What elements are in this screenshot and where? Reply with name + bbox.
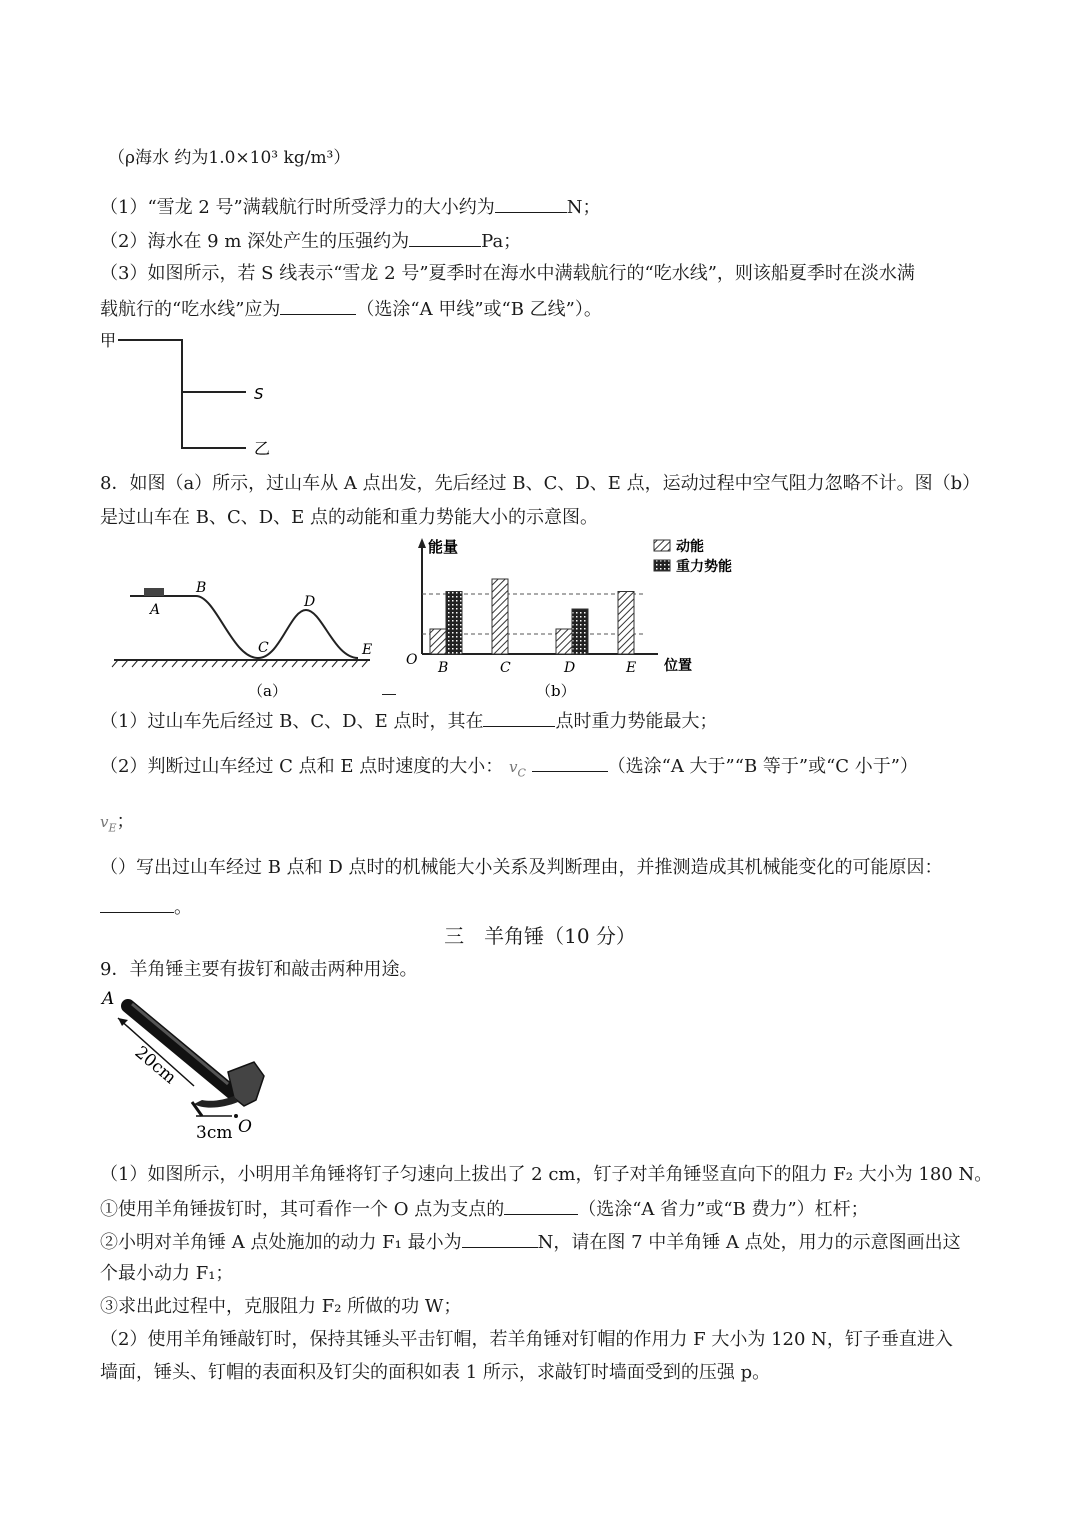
q7-part3-blank[interactable] bbox=[280, 296, 356, 315]
q9-part1-i-blank[interactable] bbox=[504, 1196, 578, 1215]
q9-part1-i-options: （选涂“A 省力”或“B 费力”）杠杆； bbox=[578, 1199, 869, 1220]
point-d: D bbox=[304, 594, 316, 610]
q7-part1 bbox=[100, 194, 601, 220]
legend-swatch-potential bbox=[654, 560, 670, 571]
q8-part1-text: （1）过山车先后经过 B、C、D、E 点时，其在 bbox=[100, 711, 484, 732]
density-note: （ρ海水 约为1.0×10³ kg/m³） bbox=[108, 148, 351, 168]
label-point-a: A bbox=[102, 990, 115, 1009]
bar-potential-B bbox=[446, 592, 462, 655]
q8-part2-options: （选涂“A 大于”“B 等于”或“C 小于”） bbox=[607, 756, 919, 777]
q9-part2-line1: （2）使用羊角锤敲钉时，保持其锤头平击钉帽，若羊角锤对钉帽的作用力 F 大小为 120 N，钉子垂直进入 bbox=[100, 1329, 953, 1350]
vc-symbol: v bbox=[508, 758, 518, 776]
ve-symbol: v bbox=[100, 813, 109, 831]
q7-part2-unit: Pa； bbox=[481, 231, 522, 252]
ve-tail: ； bbox=[116, 811, 135, 832]
q9-part2-line2: 墙面，锤头、钉帽的表面积及钉尖的面积如表 1 所示，求敲钉时墙面受到的压强 p。 bbox=[100, 1362, 771, 1383]
q8-part2 bbox=[100, 753, 918, 786]
q9-part1-ii-text: ②小明对羊角锤 A 点处施加的动力 F₁ 最小为 bbox=[100, 1232, 462, 1253]
figure-a-track bbox=[108, 572, 388, 702]
y-axis-label: 能量 bbox=[428, 538, 459, 556]
stray-dash bbox=[382, 694, 396, 695]
q7-part2-text: （2）海水在 9 m 深处产生的压强约为 bbox=[100, 231, 410, 252]
hammer-figure bbox=[98, 990, 288, 1146]
bar-potential-D bbox=[572, 609, 588, 654]
q9-part1-i bbox=[100, 1196, 869, 1222]
q7-part3-text: 载航行的“吃水线”应为 bbox=[100, 299, 281, 320]
bar-kinetic-B bbox=[430, 629, 446, 654]
bar-kinetic-E bbox=[618, 592, 634, 655]
origin-label: O bbox=[406, 652, 418, 668]
label-jia: 甲 bbox=[100, 331, 117, 350]
legend-label-kinetic: 动能 bbox=[676, 539, 704, 555]
q7-part2-blank[interactable] bbox=[409, 228, 481, 247]
bar-kinetic-C bbox=[492, 579, 508, 654]
q8-stem-line2: 是过山车在 B、C、D、E 点的动能和重力势能大小的示意图。 bbox=[100, 507, 599, 528]
q9-part1: （1）如图所示，小明用羊角锤将钉子匀速向上拔出了 2 cm，钉子对羊角锤竖直向下的阻力 F₂ 大小为 180 N。 bbox=[100, 1164, 993, 1185]
ve-subscript: E bbox=[108, 821, 117, 835]
waterline-bracket bbox=[118, 340, 246, 448]
caption-b: （b） bbox=[536, 682, 576, 700]
q7-part2 bbox=[100, 228, 521, 254]
label-s: S bbox=[254, 385, 264, 403]
q7-part1-unit: N； bbox=[566, 197, 601, 218]
q7-part1-blank[interactable] bbox=[495, 194, 567, 213]
q7-part3-line2 bbox=[100, 296, 602, 322]
point-e: E bbox=[362, 642, 373, 658]
q9-part1-ii-blank[interactable] bbox=[462, 1229, 538, 1248]
q9-part1-ii bbox=[100, 1229, 961, 1255]
x-axis-label: 位置 bbox=[664, 658, 692, 674]
q9-part1-ii-tail: N，请在图 7 中羊角锤 A 点处，用力的示意图画出这 bbox=[537, 1232, 961, 1253]
label-3cm: 3cm bbox=[196, 1123, 233, 1143]
q8-part3: （）写出过山车经过 B 点和 D 点时的机械能大小关系及判断理由，并推测造成其机械能变化的可能原因： bbox=[100, 857, 943, 878]
cart-icon bbox=[144, 588, 164, 596]
q8-part1 bbox=[100, 708, 717, 734]
caption-a: （a） bbox=[248, 682, 287, 700]
label-20cm: 20cm bbox=[130, 1042, 180, 1089]
x-tick-C: C bbox=[500, 660, 511, 676]
label-yi: 乙 bbox=[254, 439, 271, 458]
vc-subscript: C bbox=[517, 766, 526, 780]
x-tick-D: D bbox=[564, 660, 576, 676]
q8-part3-blank[interactable] bbox=[100, 894, 174, 913]
point-b: B bbox=[196, 580, 207, 596]
q8-part3-tail: 。 bbox=[174, 897, 192, 918]
q9-part1-i-text: ①使用羊角锤拔钉时，其可看作一个 O 点为支点的 bbox=[100, 1199, 505, 1220]
legend-label-potential: 重力势能 bbox=[676, 559, 732, 575]
q8-part2-blank[interactable] bbox=[532, 753, 608, 772]
q8-ve-line bbox=[100, 810, 135, 841]
x-tick-B: B bbox=[438, 660, 449, 676]
q8-part3-answer bbox=[100, 894, 192, 920]
q9-intro: 9．羊角锤主要有拔钉和敲击两种用途。 bbox=[100, 959, 418, 980]
hammer-claw bbox=[194, 1096, 238, 1108]
q9-part1-iii: ③求出此过程中，克服阻力 F₂ 所做的功 W； bbox=[100, 1296, 462, 1317]
q9-part1-ii-cont: 个最小动力 F₁； bbox=[100, 1263, 234, 1284]
point-a: A bbox=[150, 602, 161, 618]
x-tick-E: E bbox=[626, 660, 637, 676]
section-heading: 三 羊角锤（10 分） bbox=[444, 924, 636, 948]
legend-swatch-kinetic bbox=[654, 540, 670, 551]
point-c: C bbox=[258, 640, 269, 656]
y-arrow bbox=[418, 538, 426, 548]
q8-part1-tail: 点时重力势能最大； bbox=[555, 711, 718, 732]
q8-part2-text: （2）判断过山车经过 C 点和 E 点时速度的大小： bbox=[100, 756, 504, 777]
q7-part3-line1: （3）如图所示，若 S 线表示“雪龙 2 号”夏季时在海水中满载航行的“吃水线”，则该船夏季时在淡水满 bbox=[100, 263, 915, 284]
q8-part1-blank[interactable] bbox=[483, 708, 555, 727]
q7-part3-options: （选涂“A 甲线”或“B 乙线”）。 bbox=[356, 299, 602, 320]
figure-b-energy-chart bbox=[396, 532, 746, 704]
q7-part1-text: （1）“雪龙 2 号”满载航行时所受浮力的大小约为 bbox=[100, 197, 495, 218]
waterline-figure bbox=[96, 326, 286, 460]
track-curve bbox=[130, 596, 358, 658]
label-pivot-o: O bbox=[238, 1117, 252, 1137]
q8-stem-line1: 8．如图（a）所示，过山车从 A 点出发，先后经过 B、C、D、E 点，运动过程中空气阻力忽略不计。图（b） bbox=[100, 473, 981, 494]
bar-kinetic-D bbox=[556, 629, 572, 654]
